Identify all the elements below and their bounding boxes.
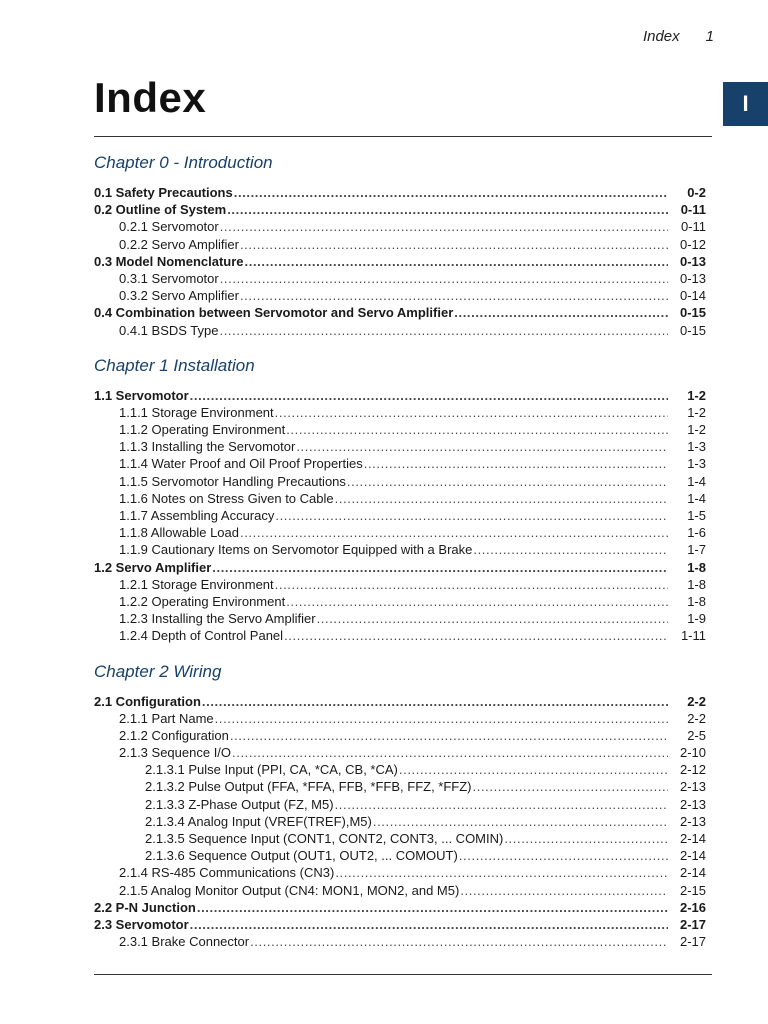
dot-leader [230, 727, 668, 744]
chapter-entries [94, 387, 706, 645]
dot-leader [459, 847, 668, 864]
toc-entry-page: 1-8 [687, 593, 706, 609]
dot-leader [373, 813, 668, 830]
toc-entry-title: 2.1.5 Analog Monitor Output (CN4: MON1, MON2, and M5) [119, 882, 460, 898]
toc-entry[interactable] [94, 507, 706, 524]
running-header [643, 28, 714, 45]
toc-entry-page: 1-8 [687, 576, 706, 592]
toc-entry[interactable] [94, 287, 706, 304]
dot-leader [212, 559, 668, 576]
toc-entry[interactable] [94, 236, 706, 253]
toc-entry[interactable] [94, 473, 706, 490]
dot-leader [335, 490, 668, 507]
toc-entry[interactable] [94, 218, 706, 235]
toc-entry-page: 1-4 [687, 490, 706, 506]
toc-entry[interactable] [94, 541, 706, 558]
toc-entry-title: 0.2.2 Servo Amplifier [119, 236, 239, 252]
toc-entry-page: 2-13 [679, 796, 706, 812]
toc-entry-page: 0-13 [679, 270, 706, 286]
toc-entry-page: 1-3 [687, 456, 706, 472]
toc-entry-title: 0.2 Outline of System [94, 202, 227, 218]
toc-entry[interactable] [94, 490, 706, 507]
toc-entry-title: 0.4.1 BSDS Type [119, 322, 219, 338]
toc-entry[interactable] [94, 899, 706, 916]
toc-entry-page: 0-15 [679, 322, 706, 338]
toc-entry-page: 1-2 [687, 387, 706, 403]
toc-entry-page: 0-13 [679, 253, 706, 269]
dot-leader [240, 236, 668, 253]
toc-entry-page: 2-14 [679, 831, 706, 846]
toc-entry-page: 1-7 [687, 542, 706, 558]
toc-entry-page: 2-12 [679, 762, 706, 778]
dot-leader [286, 421, 668, 438]
toc-entry[interactable] [94, 404, 706, 421]
dot-leader [335, 796, 668, 813]
dot-leader [220, 270, 668, 287]
dot-leader [504, 830, 668, 847]
dot-leader [197, 899, 668, 916]
toc-entry-title: 0.3 Model Nomenclature [94, 253, 244, 269]
toc-entry[interactable] [94, 813, 706, 830]
toc-entry-title: 1.1.6 Notes on Stress Given to Cable [119, 490, 334, 506]
toc-entry[interactable] [94, 627, 706, 644]
toc-entry-title: 2.1.3.4 Analog Input (VREF(TREF),M5) [145, 813, 372, 829]
toc-entry[interactable] [94, 421, 706, 438]
toc-entry-title: 1.1.2 Operating Environment [119, 422, 286, 438]
dot-leader [275, 576, 668, 593]
dot-leader [347, 473, 668, 490]
dot-leader [220, 218, 668, 235]
chapter-entries [94, 184, 706, 339]
toc-entry[interactable] [94, 455, 706, 472]
toc-entry-page: 2-5 [687, 727, 706, 743]
toc-entry-page: 2-2 [687, 710, 706, 726]
toc-entry-title: 1.1 Servomotor [94, 387, 189, 403]
toc-entry-page: 0-14 [679, 288, 706, 304]
toc-entry-title: 1.1.1 Storage Environment [119, 404, 274, 420]
toc-entry-title: 1.2.1 Storage Environment [119, 576, 274, 592]
dot-leader [454, 304, 668, 321]
toc-entry-title: 2.1.3 Sequence I/O [119, 745, 232, 761]
toc-entry-page: 1-9 [687, 611, 706, 627]
toc-entry[interactable] [94, 201, 706, 218]
toc-entry-page: 0-15 [679, 305, 706, 321]
toc-entry-title: 1.2.4 Depth of Control Panel [119, 628, 284, 644]
toc-entry[interactable] [94, 882, 706, 899]
toc-entry[interactable] [94, 761, 706, 778]
dot-leader [275, 507, 668, 524]
toc-entry-title: 1.1.7 Assembling Accuracy [119, 508, 275, 523]
dot-leader [364, 455, 668, 472]
toc-entry[interactable] [94, 744, 706, 761]
dot-leader [250, 933, 668, 950]
toc-entry-title: 2.1.3.5 Sequence Input (CONT1, CONT2, CONT3, ... COMIN) [145, 831, 504, 846]
dot-leader [234, 184, 668, 201]
toc-entry-title: 0.4 Combination between Servomotor and Servo Amplifier [94, 305, 454, 321]
toc-entry-page: 0-12 [679, 236, 706, 252]
toc-entry[interactable] [94, 593, 706, 610]
dot-leader [296, 438, 668, 455]
table-of-contents [94, 150, 706, 950]
toc-entry-page: 0-11 [680, 202, 706, 218]
dot-leader [190, 916, 668, 933]
dot-leader [245, 253, 668, 270]
toc-entry-page: 1-2 [687, 404, 706, 420]
toc-entry[interactable] [94, 693, 706, 710]
toc-entry[interactable] [94, 438, 706, 455]
toc-entry[interactable] [94, 933, 706, 950]
dot-leader [240, 287, 668, 304]
toc-entry-title: 2.1.3.2 Pulse Output (FFA, *FFA, FFB, *FFB, FFZ, *FFZ) [145, 779, 472, 795]
toc-entry[interactable] [94, 387, 706, 404]
dot-leader [240, 524, 668, 541]
toc-entry[interactable] [94, 270, 706, 287]
toc-entry-page: 1-3 [687, 439, 706, 455]
toc-entry[interactable] [94, 710, 706, 727]
toc-entry-title: 2.2 P-N Junction [94, 899, 196, 915]
dot-leader [215, 710, 668, 727]
toc-entry-page: 2-10 [679, 745, 706, 761]
toc-entry-page: 2-2 [687, 693, 706, 709]
toc-entry[interactable] [94, 304, 706, 321]
toc-entry[interactable] [94, 184, 706, 201]
dot-leader [220, 322, 669, 339]
toc-entry[interactable] [94, 796, 706, 813]
dot-leader [284, 627, 668, 644]
toc-entry[interactable] [94, 253, 706, 270]
toc-entry[interactable] [94, 864, 706, 881]
toc-entry-title: 1.1.4 Water Proof and Oil Proof Properties [119, 456, 363, 472]
toc-entry[interactable] [94, 559, 706, 576]
toc-entry-title: 1.1.9 Cautionary Items on Servomotor Equipped with a Brake [119, 542, 473, 558]
toc-entry-page: 0-2 [687, 185, 706, 200]
toc-entry-title: 2.1.4 RS-485 Communications (CN3) [119, 865, 335, 881]
dot-leader [227, 201, 668, 218]
dot-leader [286, 593, 668, 610]
toc-entry-title: 0.3.1 Servomotor [119, 270, 219, 286]
header-section: Index [642, 28, 680, 45]
toc-entry-page: 1-8 [687, 559, 706, 575]
toc-entry-title: 2.3 Servomotor [94, 916, 189, 932]
toc-entry-page: 1-2 [687, 422, 706, 438]
footer-divider [94, 974, 712, 975]
toc-entry[interactable] [94, 916, 706, 933]
dot-leader [335, 864, 668, 881]
toc-entry-title: 1.2.3 Installing the Servo Amplifier [119, 611, 316, 627]
toc-entry-title: 1.1.3 Installing the Servomotor [119, 439, 296, 455]
dot-leader [202, 693, 668, 710]
dot-leader [473, 541, 668, 558]
toc-entry-title: 2.1.3.6 Sequence Output (OUT1, OUT2, ... COMOUT) [145, 848, 458, 864]
toc-entry-title: 2.1.1 Part Name [119, 710, 214, 726]
section-tab-marker: I [723, 82, 768, 126]
toc-entry[interactable] [94, 610, 706, 627]
toc-entry-title: 2.3.1 Brake Connector [119, 934, 250, 950]
toc-entry-page: 1-11 [680, 628, 706, 644]
dot-leader [317, 610, 668, 627]
chapter-heading: Chapter 2 Wiring [94, 661, 222, 681]
dot-leader [460, 882, 668, 899]
toc-entry-title: 1.2 Servo Amplifier [94, 559, 212, 575]
chapter-entries [94, 693, 706, 951]
dot-leader [190, 387, 668, 404]
toc-entry-title: 2.1.3.3 Z-Phase Output (FZ, M5) [145, 796, 334, 812]
toc-entry-page: 1-4 [687, 473, 706, 489]
header-page-number: 1 [705, 28, 714, 45]
toc-entry-title: 2.1.2 Configuration [119, 727, 229, 743]
toc-entry-page: 2-14 [679, 848, 706, 864]
toc-entry[interactable] [94, 727, 706, 744]
toc-entry-title: 2.1.3.1 Pulse Input (PPI, CA, *CA, CB, *CA) [145, 762, 398, 778]
toc-entry-title: 1.1.8 Allowable Load [119, 525, 239, 541]
title-divider [94, 136, 712, 137]
toc-entry-page: 2-16 [679, 899, 706, 915]
dot-leader [399, 761, 668, 778]
toc-entry[interactable] [94, 524, 706, 541]
toc-entry-page: 2-15 [679, 882, 706, 898]
chapter-heading: Chapter 1 Installation [94, 355, 255, 375]
toc-entry-page: 1-5 [687, 508, 706, 523]
dot-leader [473, 778, 668, 795]
toc-entry-title: 2.1 Configuration [94, 693, 201, 709]
dot-leader [232, 744, 668, 761]
toc-entry[interactable] [94, 778, 706, 795]
toc-entry[interactable] [94, 847, 706, 864]
toc-entry-page: 0-11 [680, 219, 706, 235]
toc-entry-page: 2-13 [679, 813, 706, 829]
toc-entry-page: 2-13 [679, 779, 706, 795]
toc-entry-title: 1.2.2 Operating Environment [119, 593, 286, 609]
toc-entry-title: 0.3.2 Servo Amplifier [119, 288, 239, 304]
toc-entry[interactable] [94, 830, 706, 847]
dot-leader [275, 404, 668, 421]
toc-entry-page: 2-17 [679, 916, 706, 932]
toc-entry-title: 1.1.5 Servomotor Handling Precautions [119, 473, 346, 489]
toc-entry-title: 0.1 Safety Precautions [94, 185, 233, 200]
toc-entry-page: 2-14 [679, 865, 706, 881]
toc-entry[interactable] [94, 576, 706, 593]
toc-entry-page: 2-17 [679, 934, 706, 950]
toc-entry-page: 1-6 [687, 525, 706, 541]
page-title: Index [94, 74, 207, 121]
chapter-heading: Chapter 0 - Introduction [94, 153, 273, 172]
toc-entry-title: 0.2.1 Servomotor [119, 219, 219, 235]
toc-entry[interactable] [94, 322, 706, 339]
